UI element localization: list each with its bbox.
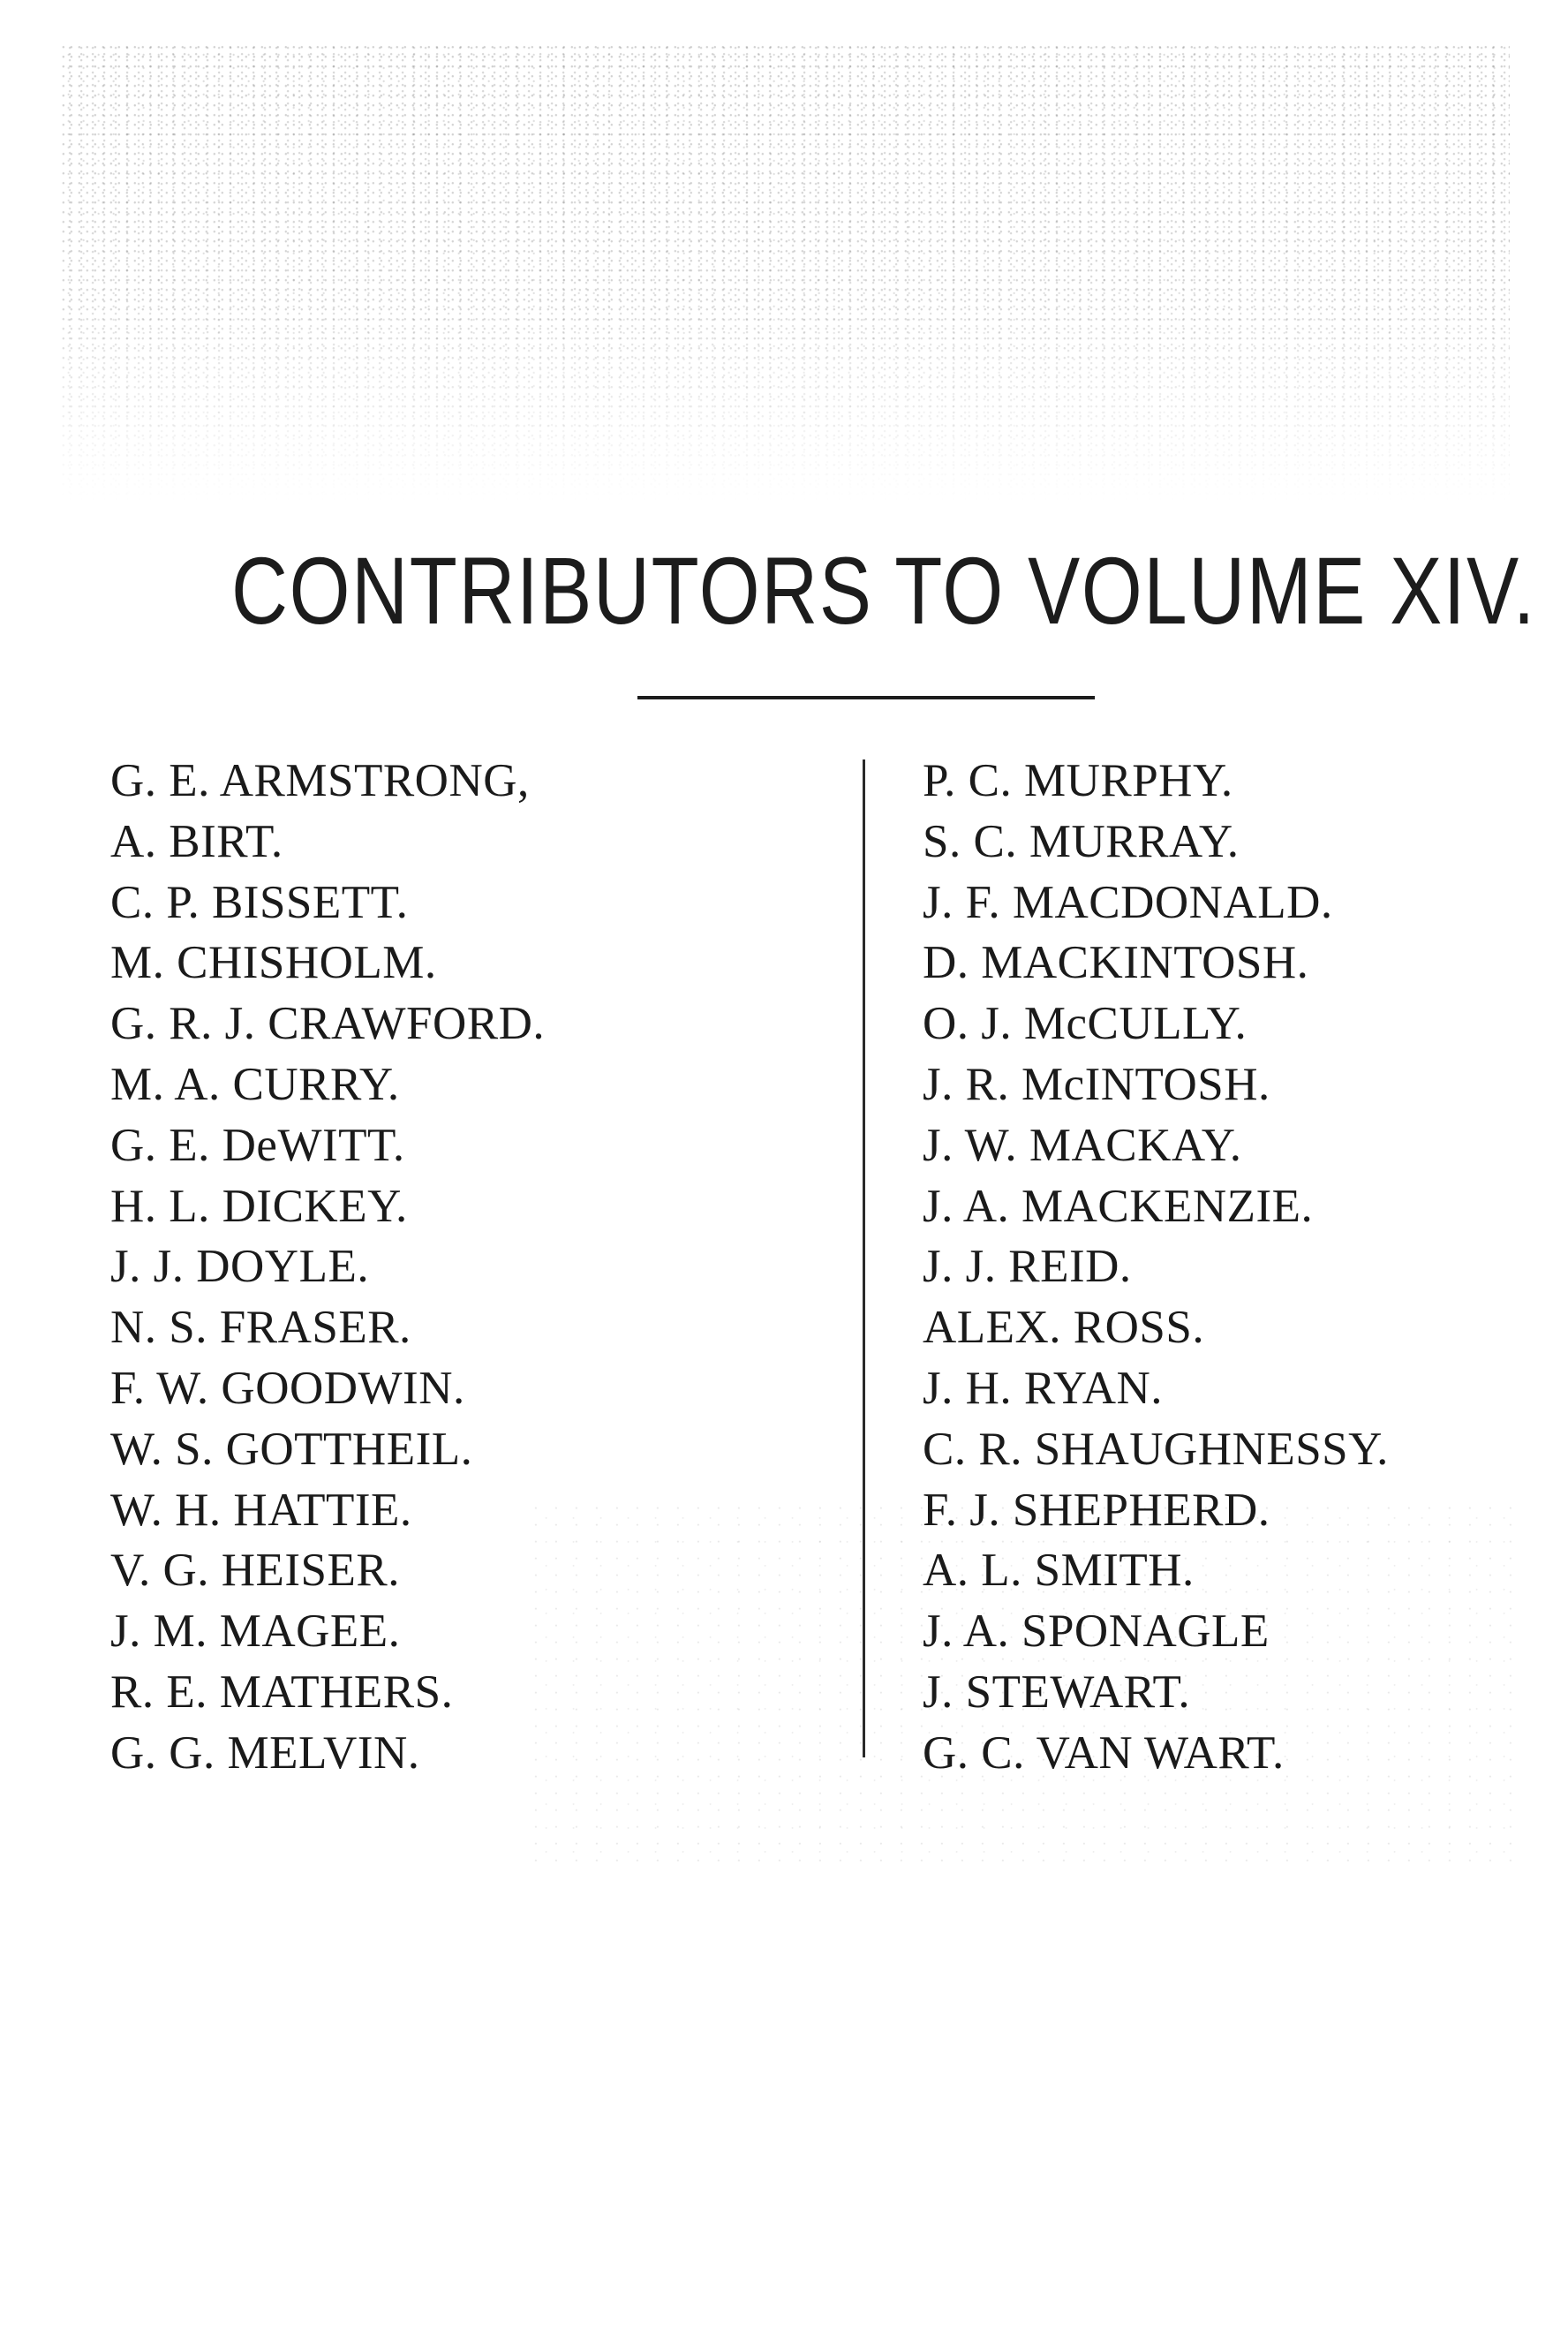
contributor-name: R. E. MATHERS. <box>110 1666 454 1718</box>
contributor-name: C. P. BISSETT. <box>110 876 409 928</box>
contributor-name: G. G. MELVIN. <box>110 1727 420 1779</box>
page-title: CONTRIBUTORS TO VOLUME XIV. <box>231 537 1536 644</box>
contributor-name: J. J. DOYLE. <box>110 1241 370 1293</box>
contributor-name: J. A. MACKENZIE. <box>923 1180 1314 1232</box>
contributor-name: G. E. ARMSTRONG, <box>110 755 530 806</box>
contributor-name: M. A. CURRY. <box>110 1058 400 1110</box>
column-divider <box>863 759 865 1757</box>
contributor-name: J. STEWART. <box>923 1666 1191 1718</box>
contributor-name: M. CHISHOLM. <box>110 937 437 989</box>
contributor-name: D. MACKINTOSH. <box>923 937 1309 989</box>
contributor-name: J. W. MACKAY. <box>923 1119 1242 1171</box>
contributor-name: N. S. FRASER. <box>110 1302 411 1354</box>
contributor-name: W. S. GOTTHEIL. <box>110 1423 473 1475</box>
contributor-name: O. J. McCULLY. <box>923 998 1248 1050</box>
contributor-name: A. L. SMITH. <box>923 1545 1195 1597</box>
contributor-name: C. R. SHAUGHNESSY. <box>923 1423 1389 1475</box>
contributors-left-column <box>110 751 834 1784</box>
contributor-name: A. BIRT. <box>110 815 283 867</box>
contributor-name: J. J. REID. <box>923 1241 1132 1293</box>
contributor-name: J. A. SPONAGLE <box>923 1606 1270 1658</box>
contributor-name: J. F. MACDONALD. <box>923 876 1333 928</box>
contributor-name: F. W. GOODWIN. <box>110 1362 465 1414</box>
title-rule <box>637 696 1095 699</box>
contributor-name: ALEX. ROSS. <box>923 1302 1205 1354</box>
printed-speckle-band <box>62 44 1510 503</box>
contributor-name: S. C. MURRAY. <box>923 815 1240 867</box>
contributor-name: J. R. McINTOSH. <box>923 1058 1270 1110</box>
contributor-name: G. R. J. CRAWFORD. <box>110 998 546 1050</box>
contributor-name: J. M. MAGEE. <box>110 1606 401 1658</box>
contributor-name: G. C. VAN WART. <box>923 1727 1285 1779</box>
contributor-name: J. H. RYAN. <box>923 1362 1164 1414</box>
contributor-name: P. C. MURPHY. <box>923 755 1233 806</box>
contributor-name: F. J. SHEPHERD. <box>923 1484 1270 1536</box>
contributor-name: V. G. HEISER. <box>110 1545 400 1597</box>
contributor-name: W. H. HATTIE. <box>110 1484 412 1536</box>
contributors-right-column <box>923 751 1523 1784</box>
contributor-name: G. E. DeWITT. <box>110 1119 405 1171</box>
contributor-name: H. L. DICKEY. <box>110 1180 408 1232</box>
